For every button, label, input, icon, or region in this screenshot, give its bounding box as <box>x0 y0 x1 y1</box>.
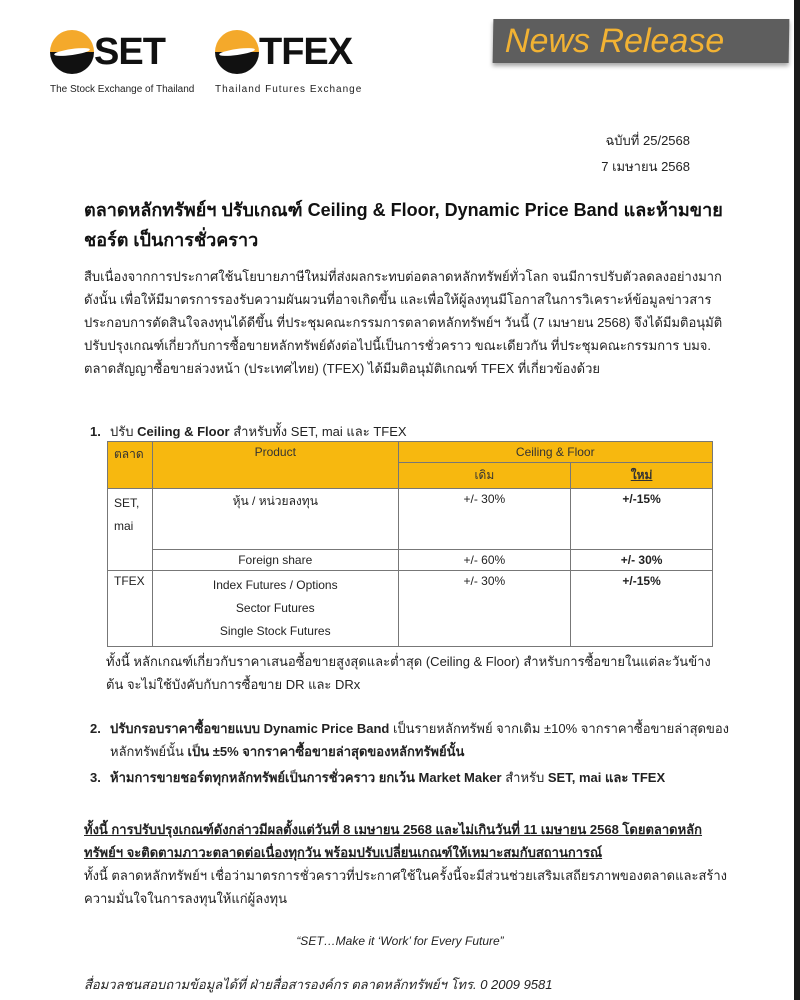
cell-new: +/- 30% <box>571 550 713 571</box>
item-number: 2. <box>90 721 101 736</box>
item-bold: เป็น ±5% จากราคาซื้อขายล่าสุดของหลักทรัพย์นั้น <box>187 744 465 759</box>
cell-product: Foreign share <box>152 550 398 571</box>
table-row <box>108 550 713 571</box>
news-release-banner <box>493 19 790 63</box>
cell-market: SET, mai <box>108 489 153 571</box>
ceiling-floor-table <box>107 441 713 647</box>
cell-product <box>152 571 398 647</box>
tfex-logo-mark-icon <box>215 30 259 74</box>
closing-paragraph: ทั้งนี้ ตลาดหลักทรัพย์ฯ เชื่อว่ามาตรการชั่วคราวที่ประกาศใช้ในครั้งนี้จะมีส่วนช่วยเสริมเสถียรภาพของตลาดและสร้างความมั่นใจในการลงทุนให้แก่ผู้ลงทุน <box>84 868 728 906</box>
item-text: ปรับ <box>110 424 134 439</box>
effective-period: ทั้งนี้ การปรับปรุงเกณฑ์ดังกล่าวมีผลตั้งแต่วันที่ 8 เมษายน 2568 และไม่เกินวันที่ 11 เมษายน 2568 โดยตลาดหลักทรัพย์ฯ จะติดตามภาวะตลาดต่อเนื่องทุกวัน พร้อมปรับเปลี่ยนเกณฑ์ให้เหมาะสมกับสถานการณ์ <box>84 822 703 860</box>
set-logo-mark-icon <box>50 30 94 74</box>
item-text: สำหรับ <box>501 770 548 785</box>
intro-paragraph: สืบเนื่องจากการประกาศใช้นโยบายภาษีใหม่ที่ส่งผลกระทบต่อตลาดหลักทรัพย์ทั่วโลก จนมีการปรับตัวลดลงอย่างมาก ดังนั้น เพื่อให้มีมาตรการรองรับความผันผวนที่อาจเกิดขึ้น และเพื่อให้ผู้ลงทุนมีโอกาสในการวิเคราะห์ข้อมูลข่าวสารประกอบการตัดสินใจลงทุนได้ดีขึ้น ที่ประชุมคณะกรรมการตลาดหลักทรัพย์ฯ วันนี้ (7 เมษายน 2568) จึงได้มีมติอนุมัติปรับปรุงเกณฑ์เกี่ยวกับการซื้อขายหลักทรัพย์ดังต่อไปนี้เป็นการชั่วคราว ขณะเดียวกัน ที่ประชุมคณะกรรมการ บมจ. ตลาดสัญญาซื้อขายล่วงหน้า (ประเทศไทย) (TFEX) ได้มีมติอนุมัติเกณฑ์ TFEX ที่เกี่ยวข้องด้วย <box>84 269 723 376</box>
banner-text: News Release <box>504 22 725 60</box>
item-text: สำหรับทั้ง SET, mai และ TFEX <box>233 424 407 439</box>
item-number: 3. <box>90 770 101 785</box>
table-row <box>108 489 713 550</box>
cell-old: +/- 30% <box>398 571 571 647</box>
table-note: ทั้งนี้ หลักเกณฑ์เกี่ยวกับราคาเสนอซื้อขายสูงสุดและต่ำสุด (Ceiling & Floor) สำหรับการซื้อขายในแต่ละวันข้างต้น จะไม่ใช้บังคับกับการซื้อขาย DR และ DRx <box>106 654 711 692</box>
item-bold: ปรับกรอบราคาซื้อขายแบบ Dynamic Price Band <box>110 721 390 736</box>
item-3 <box>90 766 665 789</box>
page-edge <box>794 0 800 1000</box>
media-contact: สื่อมวลชนสอบถามข้อมูลได้ที่ ฝ่ายสื่อสารองค์กร ตลาดหลักทรัพย์ฯ โทร. 0 2009 9581 <box>84 977 553 992</box>
effective-section <box>84 818 734 910</box>
cell-old: +/- 60% <box>398 550 571 571</box>
cell-new: +/-15% <box>571 571 713 647</box>
cell-new: +/-15% <box>571 489 713 550</box>
cell-old: +/- 30% <box>398 489 571 550</box>
header-product: Product <box>152 442 398 489</box>
header-ceiling-floor: Ceiling & Floor <box>398 442 712 463</box>
issue-number: ฉบับที่ 25/2568 <box>605 133 690 148</box>
product-line: Sector Futures <box>235 601 315 615</box>
product-line: Index Futures / Options <box>212 578 338 592</box>
header-old: เดิม <box>398 463 571 489</box>
header-market: ตลาด <box>108 442 153 489</box>
cell-market: TFEX <box>108 571 153 647</box>
headline: ตลาดหลักทรัพย์ฯ ปรับเกณฑ์ Ceiling & Floor, Dynamic Price Band และห้ามขายชอร์ต เป็นการชั่วคราว <box>84 200 723 250</box>
tfex-logo-tagline: Thailand Futures Exchange <box>215 84 363 95</box>
set-logo-tagline: The Stock Exchange of Thailand <box>50 84 195 95</box>
tfex-logo-word: TFEX <box>259 31 353 73</box>
item-bold: Ceiling & Floor <box>137 424 230 439</box>
slogan: “SET…Make it ‘Work’ for Every Future” <box>296 934 504 948</box>
issue-info <box>601 128 690 180</box>
item-text: เป็นรายหลักทรัพย์ จากเดิม ±10% จากราคาซื้อขายล่าสุดของหลักทรัพย์นั้น <box>110 721 729 759</box>
item-2 <box>90 717 750 763</box>
cell-product: หุ้น / หน่วยลงทุน <box>152 489 398 550</box>
item-bold: SET, mai และ TFEX <box>547 770 666 785</box>
item-bold: ห้ามการขายชอร์ตทุกหลักทรัพย์เป็นการชั่วคราว ยกเว้น Market Maker <box>110 770 502 785</box>
item-1 <box>90 420 407 443</box>
product-line: Single Stock Futures <box>219 624 331 638</box>
table-row <box>108 571 713 647</box>
issue-date: 7 เมษายน 2568 <box>601 159 690 174</box>
set-logo-word: SET <box>94 31 165 73</box>
item-number: 1. <box>90 424 101 439</box>
header-new: ใหม่ <box>571 463 713 489</box>
